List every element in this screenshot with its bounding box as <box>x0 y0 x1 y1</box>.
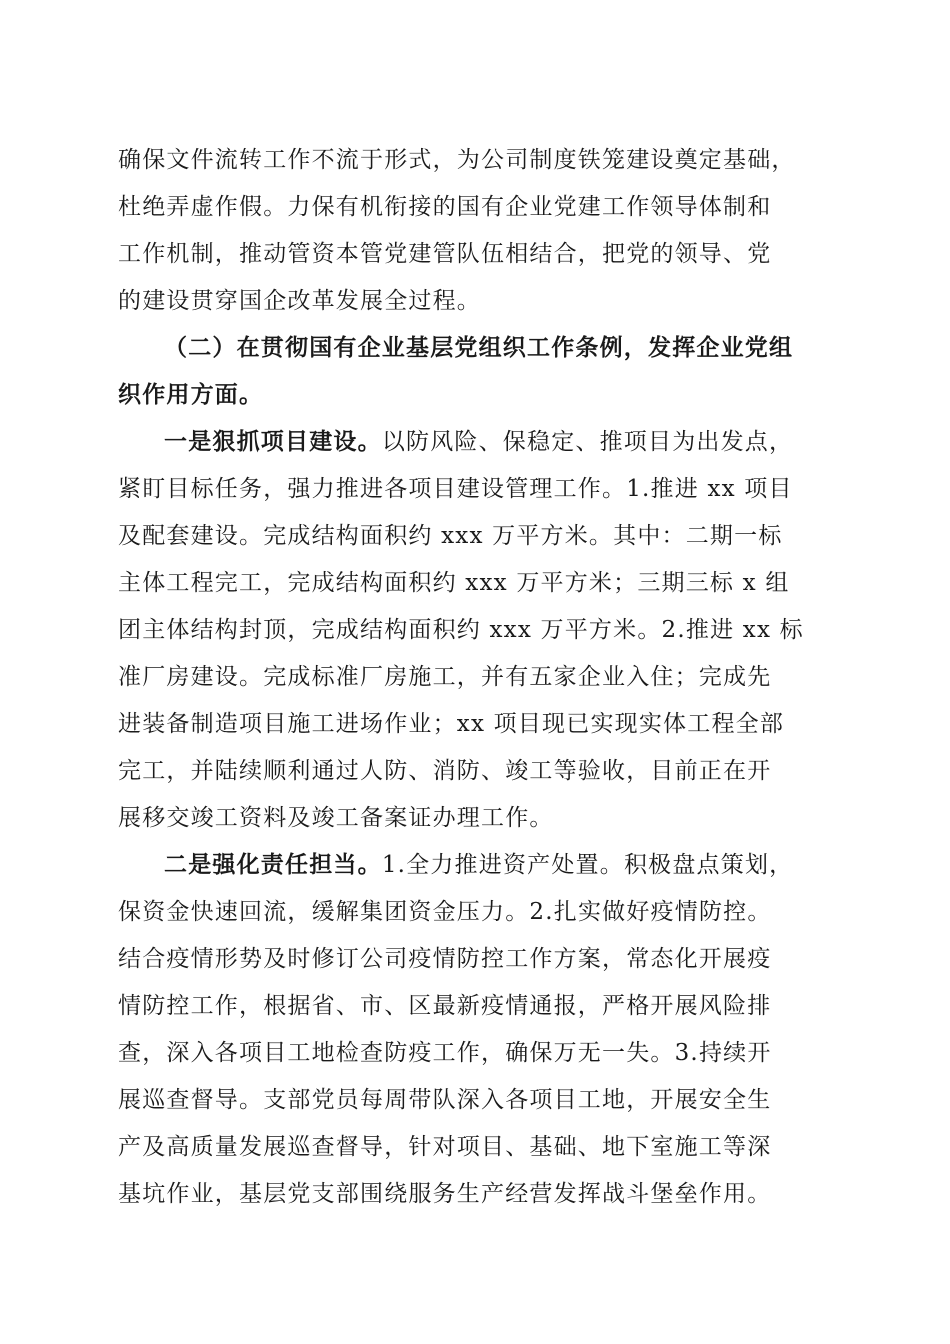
paragraph-2-line-7: 进装备制造项目施工进场作业；xx 项目现已实现实体工程全部 <box>118 711 785 737</box>
paragraph-3-line-5: 查，深入各项目工地检查防疫工作，确保万无一失。3.持续开 <box>118 1040 772 1066</box>
paragraph-2-first-line-text: 以防风险、保稳定、推项目为出发点， <box>381 429 794 455</box>
paragraph-2-line-5: 团主体结构封顶，完成结构面积约 xxx 万平方米。2.推进 xx 标 <box>118 617 804 643</box>
paragraph-2-line-8: 完工，并陆续顺利通过人防、消防、竣工等验收，目前正在开 <box>118 758 772 784</box>
paragraph-2-line-2: 紧盯目标任务，强力推进各项目建设管理工作。1.推进 xx 项目 <box>118 476 793 502</box>
paragraph-3-line-4: 情防控工作，根据省、市、区最新疫情通报，严格开展风险排 <box>118 993 772 1019</box>
paragraph-1-line-2: 杜绝弄虚作假。力保有机衔接的国有企业党建工作领导体制和 <box>118 194 772 220</box>
paragraph-3-line-8: 基坑作业，基层党支部围绕服务生产经营发挥战斗堡垒作用。 <box>118 1181 772 1207</box>
paragraph-2-line-6: 准厂房建设。完成标准厂房施工，并有五家企业入住；完成先 <box>118 664 772 690</box>
paragraph-3-line-2: 保资金快速回流，缓解集团资金压力。2.扎实做好疫情防控。 <box>118 899 772 925</box>
paragraph-3-line-3: 结合疫情形势及时修订公司疫情防控工作方案，常态化开展疫 <box>118 946 772 972</box>
paragraph-3-lead: 二是强化责任担当。 <box>164 851 382 878</box>
paragraph-2-line-1 <box>164 424 793 460</box>
section-heading-line-2: 织作用方面。 <box>118 381 264 408</box>
paragraph-1-line-3: 工作机制，推动管资本管党建管队伍相结合，把党的领导、党 <box>118 241 772 267</box>
paragraph-3-first-line-text: 1.全力推进资产处置。积极盘点策划， <box>381 852 794 878</box>
paragraph-1-line-1: 确保文件流转工作不流于形式，为公司制度铁笼建设奠定基础， <box>118 147 796 173</box>
paragraph-3-line-6: 展巡查督导。支部党员每周带队深入各项目工地，开展安全生 <box>118 1087 772 1113</box>
section-heading-line-1: （二）在贯彻国有企业基层党组织工作条例，发挥企业党组 <box>164 334 794 361</box>
paragraph-2-line-4: 主体工程完工，完成结构面积约 xxx 万平方米；三期三标 x 组 <box>118 570 790 596</box>
paragraph-2-lead: 一是狠抓项目建设。 <box>164 428 382 455</box>
paragraph-2-line-9: 展移交竣工资料及竣工备案证办理工作。 <box>118 805 554 831</box>
paragraph-3-line-7: 产及高质量发展巡查督导，针对项目、基础、地下室施工等深 <box>118 1134 772 1160</box>
document-body <box>118 0 830 1344</box>
paragraph-2-line-3: 及配套建设。完成结构面积约 xxx 万平方米。其中：二期一标 <box>118 523 783 549</box>
paragraph-3-line-1 <box>164 847 793 883</box>
paragraph-1-line-4: 的建设贯穿国企改革发展全过程。 <box>118 288 481 314</box>
